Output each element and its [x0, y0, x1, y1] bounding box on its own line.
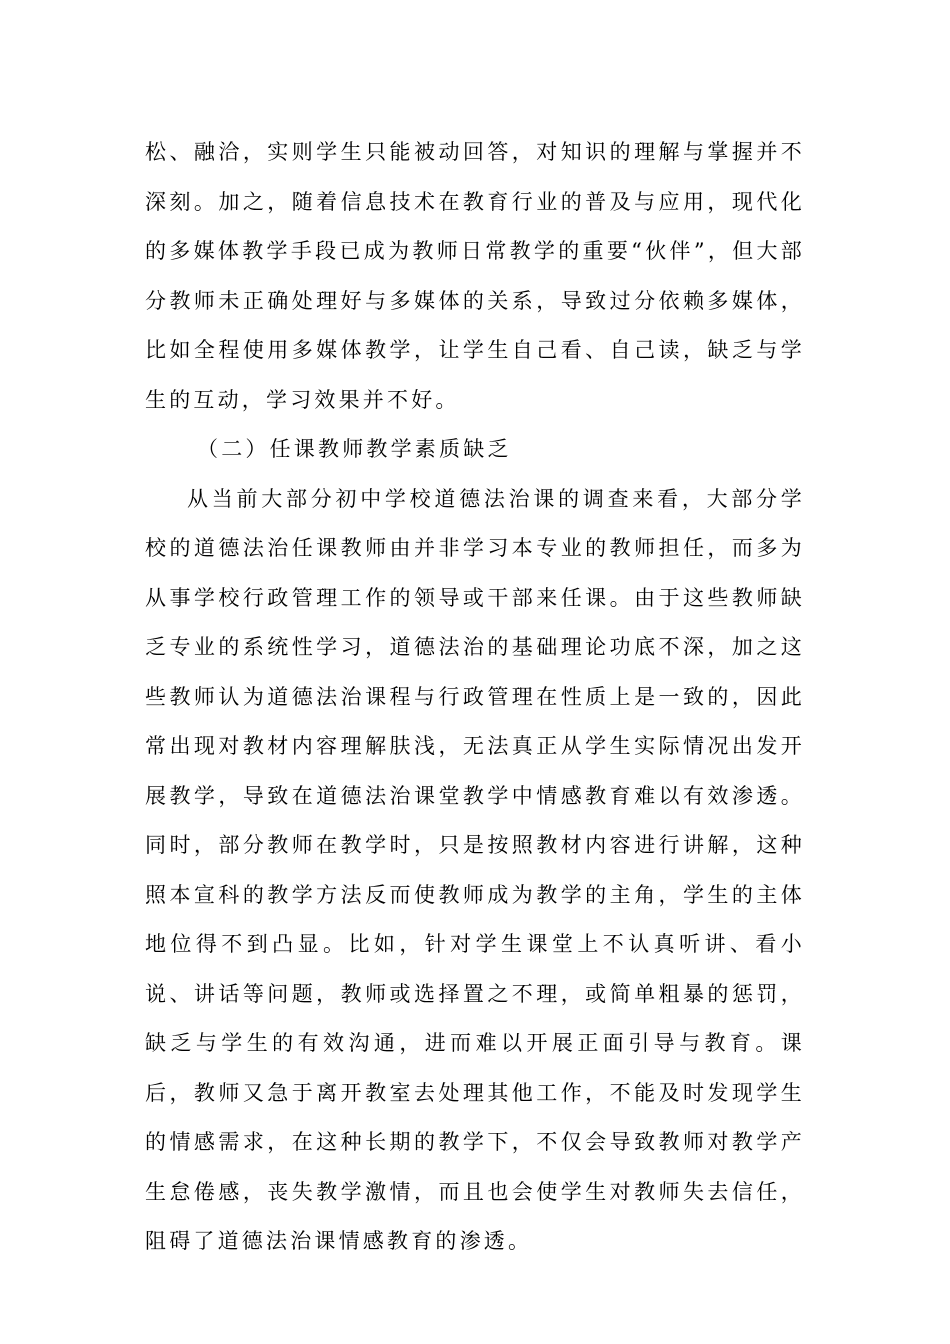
document-page: [145, 128, 805, 1267]
body-paragraph-continued: 松、融洽，实则学生只能被动回答，对知识的理解与掌握并不深刻。加之，随着信息技术在教育行业的普及与应用，现代化的多媒体教学手段已成为教师日常教学的重要“伙伴”，但大部分教师未正确处理好与多媒体的关系，导致过分依赖多媒体，比如全程使用多媒体教学，让学生自己看、自己读，缺乏与学生的互动，学习效果并不好。: [145, 140, 805, 412]
section-heading: （二）任课教师教学素质缺乏: [197, 437, 512, 461]
body-paragraph: 从当前大部分初中学校道德法治课的调查来看，大部分学校的道德法治任课教师由并非学习本专业的教师担任，而多为从事学校行政管理工作的领导或干部来任课。由于这些教师缺乏专业的系统性学习，道德法治的基础理论功底不深，加之这些教师认为道德法治课程与行政管理在性质上是一致的，因此常出现对教材内容理解肤浅，无法真正从学生实际情况出发开展教学，导致在道德法治课堂教学中情感教育难以有效渗透。同时，部分教师在教学时，只是按照教材内容进行讲解，这种照本宣科的教学方法反而使教师成为教学的主角，学生的主体地位得不到凸显。比如，针对学生课堂上不认真听讲、看小说、讲话等问题，教师或选择置之不理，或简单粗暴的惩罚，缺乏与学生的有效沟通，进而难以开展正面引导与教育。课后，教师又急于离开教室去处理其他工作，不能及时发现学生的情感需求，在这种长期的教学下，不仅会导致教师对教学产生怠倦感，丧失教学激情，而且也会使学生对教师失去信任，阻碍了道德法治课情感教育的渗透。: [145, 486, 805, 1253]
